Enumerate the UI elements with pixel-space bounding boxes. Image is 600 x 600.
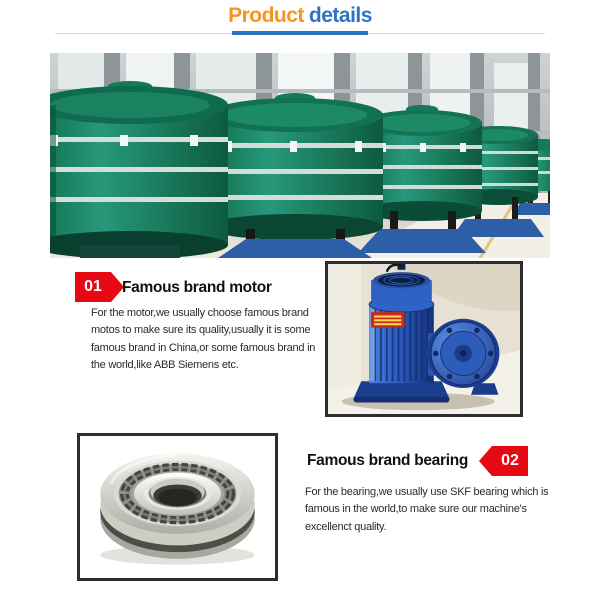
badge-01-number: 01 [75, 272, 111, 302]
bearing-photo [77, 433, 278, 581]
motor-body-line: motos to make sure its quality,usually it is some [91, 324, 311, 337]
motor-photo [325, 261, 523, 417]
badge-02-arrow-icon [479, 446, 492, 476]
bearing-body-line: famous in the world,to make sure our machine's [305, 503, 527, 516]
section-number-badge-01 [75, 272, 124, 302]
bearing-photo-graphic [80, 436, 275, 578]
factory-photo [50, 53, 550, 258]
factory-photo-graphic [50, 53, 550, 258]
page-title-word-details: details [308, 4, 372, 27]
page-title-word-product: Product [228, 4, 304, 27]
section-body-bearing [305, 484, 548, 536]
motor-body-line: the world,like ABB Siemens etc. [91, 358, 239, 371]
section-title-motor: Famous brand motor [122, 279, 272, 296]
section-number-badge-02 [479, 446, 528, 476]
badge-02-number: 02 [492, 446, 528, 476]
bearing-body-line: excellenct quality. [305, 520, 387, 533]
section-body-motor [91, 305, 315, 374]
motor-photo-graphic [328, 264, 520, 414]
motor-body-line: famous brand in China,or some famous brand in [91, 341, 316, 354]
motor-body-line: For the motor,we usually choose famous brand [91, 307, 309, 319]
page-title [0, 4, 600, 28]
section-title-bearing: Famous brand bearing [307, 452, 469, 469]
header-accent-underline [232, 31, 368, 35]
bearing-body-line: For the bearing,we usually use SKF bearing which is [305, 486, 549, 498]
